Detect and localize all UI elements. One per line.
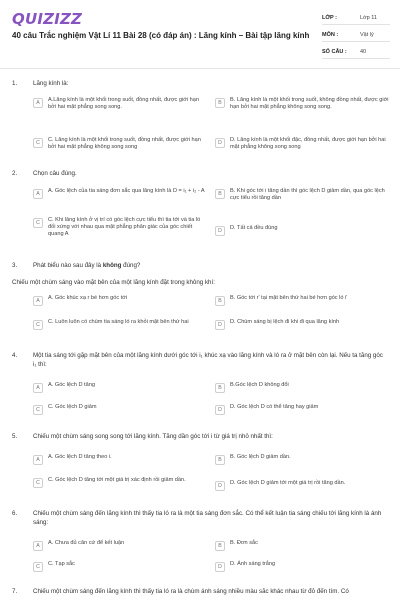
option-text: B. Khi góc tới i tăng dần thì góc lệch D giảm dần, qua góc lệch cực tiểu rồi tăng dần [230, 188, 385, 202]
option-text: B.Góc lệch D không đổi [230, 382, 289, 388]
option-text: B. Đơn sắc [230, 540, 258, 546]
option-text: A. Góc lệch của tia sáng đơn sắc qua lăng kính là D = i₁ + i₂ - A [48, 188, 205, 194]
option-letter: A [33, 98, 43, 108]
option-text: D. Chùm sáng bị lệch đi khi đi qua lăng kính [230, 319, 340, 325]
meta-value: 40 [360, 48, 367, 55]
option-text: A. Góc lệch D tăng [48, 382, 95, 388]
option-text: B. Góc tới r' tại mặt bên thứ hai bé hơn góc ló i' [230, 295, 348, 301]
option-b[interactable] [215, 454, 393, 465]
option-a[interactable] [33, 454, 211, 465]
question-number: 5. [12, 433, 18, 440]
worksheet-title: 40 câu Trắc nghiệm Vật Lí 11 Bài 28 (có đáp án) : Lăng kính – Bài tập lăng kính [12, 31, 310, 40]
option-a[interactable] [33, 382, 211, 393]
meta-value: Lớp 11 [360, 14, 377, 21]
option-letter: A [33, 383, 43, 393]
option-letter: B [215, 98, 225, 108]
option-letter: C [33, 320, 43, 330]
option-a[interactable] [33, 295, 211, 306]
option-letter: C [33, 138, 43, 148]
option-text: C. Lăng kính là một khối trong suốt, đồng nhất, được giới hạn bởi hai mặt phẳng không song song [48, 137, 201, 151]
option-b[interactable] [215, 188, 393, 202]
option-d[interactable] [215, 480, 393, 491]
option-text: C. Góc lệch D tăng tới một giá trị xác định rồi giảm dần. [48, 477, 186, 483]
question-number: 7. [12, 588, 18, 595]
option-letter: C [33, 478, 43, 488]
option-c[interactable] [33, 477, 211, 488]
option-letter: D [215, 481, 225, 491]
option-text: D. Lăng kính là một khối đặc, đồng nhất, được giới hạn bởi hai mặt phẳng không song song [230, 137, 386, 151]
question-text: Chọn câu đúng. [33, 170, 77, 177]
option-c[interactable] [33, 404, 211, 415]
question-7 [12, 588, 392, 600]
question-subtext: Chiếu một chùm sáng vào mặt bên của một lăng kính đặt trong không khí: [12, 278, 215, 286]
option-c[interactable] [33, 217, 211, 239]
header-divider [0, 68, 400, 69]
meta-count-row [322, 45, 390, 59]
meta-key: LỚP : [322, 14, 337, 21]
option-letter: B [215, 383, 225, 393]
meta-key: MÔN : [322, 31, 339, 38]
option-b[interactable] [215, 382, 393, 393]
question-text [12, 262, 388, 287]
option-text: D. Góc lệch D có thể tăng hay giảm [230, 404, 319, 410]
option-b[interactable] [215, 540, 393, 551]
option-d[interactable] [215, 561, 393, 572]
option-letter: B [215, 455, 225, 465]
option-text: B. Góc lệch D giảm dần. [230, 454, 291, 460]
option-letter: B [215, 541, 225, 551]
worksheet-meta [322, 11, 390, 62]
question-text: Một tia sáng tới gặp mặt bên của một lăng kính dưới góc tới i₁ khúc xạ vào lăng kính và ló ra ở mặt bên còn lại. Nếu ta tăng góc i₁ thì: [33, 352, 383, 368]
option-letter: D [215, 562, 225, 572]
question-number: 2. [12, 170, 18, 177]
option-d[interactable] [215, 404, 393, 415]
option-letter: D [215, 138, 225, 148]
option-d[interactable] [215, 319, 393, 330]
option-letter: D [215, 405, 225, 415]
question-number: 6. [12, 510, 18, 517]
option-text: C. Luôn luôn có chùm tia sáng ló ra khỏi mặt bên thứ hai [48, 319, 189, 325]
option-text: D. Góc lệch D giảm tới một giá trị rồi tăng dần. [230, 480, 346, 486]
meta-key: SỐ CÂU : [322, 48, 347, 55]
option-letter: A [33, 189, 43, 199]
option-letter: B [215, 296, 225, 306]
option-text: A.Lăng kính là một khối trong suốt, đồng nhất, được giới hạn bởi hai mặt phẳng song song. [48, 97, 200, 111]
worksheet-header [0, 0, 400, 68]
option-text: A. Góc khúc xạ r bé hơn góc tới [48, 295, 128, 301]
option-letter: A [33, 296, 43, 306]
option-a[interactable] [33, 97, 211, 111]
option-letter: B [215, 189, 225, 199]
option-text: D. Tất cả đều đúng [230, 225, 278, 231]
option-a[interactable] [33, 540, 211, 551]
option-c[interactable] [33, 561, 211, 572]
question-text: Lăng kính là: [33, 80, 69, 87]
meta-subject-row [322, 28, 390, 42]
option-text: C. Tạp sắc [48, 561, 75, 567]
option-text: A. Chưa đủ căn cứ để kết luận [48, 540, 125, 546]
option-c[interactable] [33, 319, 211, 330]
option-text: C. Khi lăng kính ở vị trí có góc lệch cực tiểu thì tia tới và tia ló đối xứng với nhau qua mặt phẳng phân giác của góc chiết quang A [48, 217, 201, 238]
meta-class-row [322, 11, 390, 25]
option-b[interactable] [215, 97, 393, 111]
option-d[interactable] [215, 225, 393, 236]
option-letter: C [33, 562, 43, 572]
question-number: 3. [12, 262, 18, 269]
question-number: 4. [12, 352, 18, 359]
option-text: C. Góc lệch D giảm [48, 404, 97, 410]
option-letter: C [33, 405, 43, 415]
meta-value: Vật lý [360, 31, 374, 38]
option-c[interactable] [33, 137, 211, 151]
option-text: D. Ánh sáng trắng [230, 561, 276, 567]
option-letter: A [33, 541, 43, 551]
question-text-part: Phát biểu nào sau đây là [33, 262, 103, 269]
option-letter: C [33, 218, 43, 228]
question-text: Chiếu một chùm sáng song song tới lăng kính. Tăng dần góc tới i từ giá trị nhỏ nhất thì: [33, 433, 273, 440]
option-text: B. Lăng kính là một khối trong suốt, không đồng nhất, được giới hạn bởi hai mặt phẳng không song song. [230, 97, 389, 111]
quizizz-logo: QUIZIZZ [12, 10, 83, 28]
question-text: Chiếu một chùm sáng đến lăng kính thì thấy tia ló ra là chùm ánh sáng nhiều màu sắc khác nhau từ đỏ đến tím. Có [33, 588, 349, 595]
question-text-part: đúng? [121, 262, 141, 269]
question-number: 1. [12, 80, 18, 87]
question-text: Chiếu một chùm sáng đến lăng kính thì thấy tia ló ra là một tia sáng đơn sắc. Có thể kết luận tia sáng chiếu tới lăng kính là ánh sáng: [33, 510, 382, 526]
question-emphasis: không [102, 262, 122, 269]
option-a[interactable] [33, 188, 211, 199]
option-d[interactable] [215, 137, 393, 151]
option-letter: A [33, 455, 43, 465]
option-text: A. Góc lệch D tăng theo i. [48, 454, 112, 460]
option-letter: D [215, 226, 225, 236]
option-b[interactable] [215, 295, 393, 306]
option-letter: D [215, 320, 225, 330]
